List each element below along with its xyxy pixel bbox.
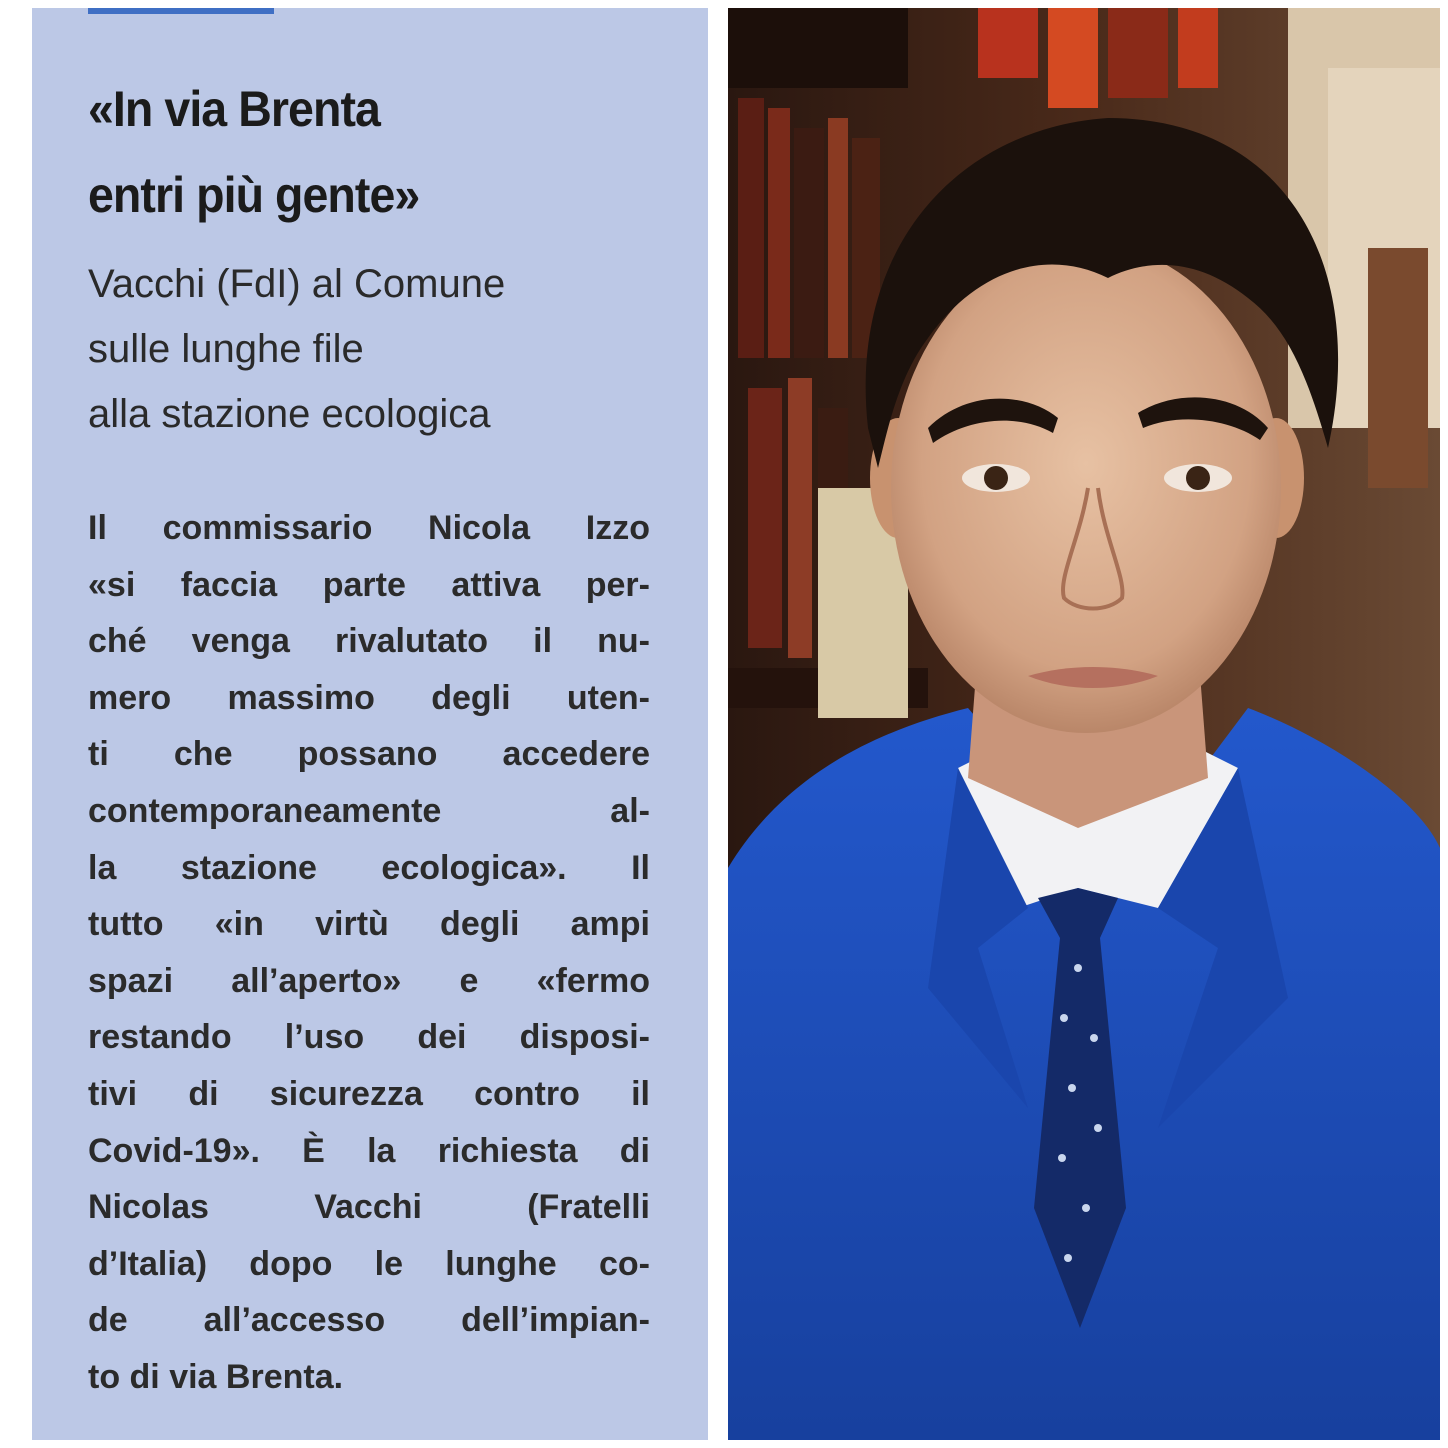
body-line: d’Italia) dopo le lunghe co-	[88, 1244, 650, 1283]
body-line: «si faccia parte attiva per-	[88, 565, 650, 604]
subhead-line: alla stazione ecologica	[88, 392, 491, 436]
body-line: de all’accesso dell’impian-	[88, 1301, 650, 1340]
body-line: ti che possano accedere	[88, 735, 650, 774]
subheadline	[88, 252, 688, 447]
section-tab-bar	[88, 8, 274, 14]
subhead-line: Vacchi (FdI) al Comune	[88, 262, 506, 306]
headline	[88, 66, 646, 238]
body-line: Covid-19». È la richiesta di	[88, 1131, 650, 1170]
headline-line: «In via Brenta	[88, 81, 380, 137]
body-line: la stazione ecologica». Il	[88, 848, 650, 887]
body-line: Nicolas Vacchi (Fratelli	[88, 1188, 650, 1227]
body-line: tivi di sicurezza contro il	[88, 1074, 650, 1113]
headline-line: entri più gente»	[88, 167, 420, 223]
body-line: ché venga rivalutato il nu-	[88, 622, 650, 661]
portrait-photo	[728, 8, 1440, 1440]
subhead-line: sulle lunghe file	[88, 327, 364, 371]
body-line: Il commissario Nicola Izzo	[88, 509, 650, 547]
body-line: to di via Brenta.	[88, 1357, 344, 1396]
portrait-illustration	[728, 8, 1440, 1440]
body-line: spazi all’aperto» e «fermo	[88, 961, 650, 1000]
article-body	[88, 500, 650, 1406]
newspaper-clipping	[32, 8, 708, 1440]
body-line: contemporaneamente al-	[88, 791, 650, 830]
body-line: restando l’uso dei disposi-	[88, 1018, 650, 1057]
body-line: tutto «in virtù degli ampi	[88, 905, 650, 944]
body-line: mero massimo degli uten-	[88, 678, 650, 717]
